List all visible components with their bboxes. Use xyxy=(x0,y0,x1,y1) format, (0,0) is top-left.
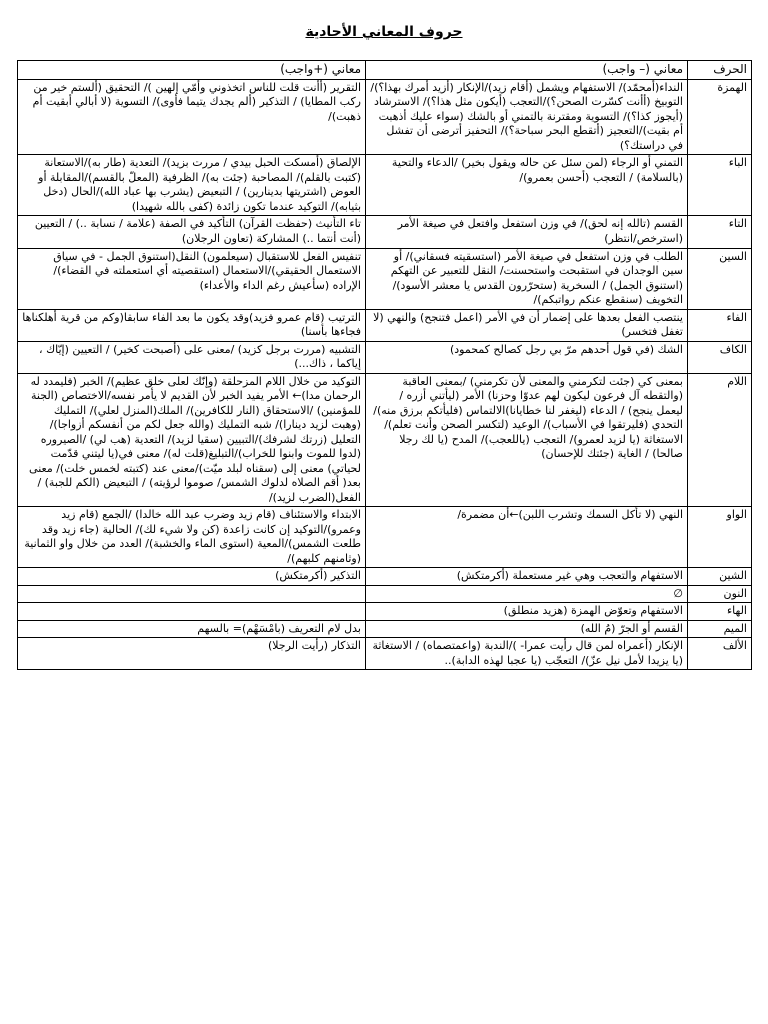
cell-required: تنفيس الفعل للاستقبال (سيعلمون) النقل(استنوق الجمل - في سياق الاستعمال الحقيقي)/الاستعمال (استقصيته أي استعملته في القضاء)/ الإراده (سأعيش رغم الداء والأعداء) xyxy=(18,248,366,309)
cell-required: الابتداء والاستئناف (قام زيد وضرب عبد الله خالدا) /الجمع (قام زيد وعمرو)/التوكيد إن كانت زاعدة (كن ولا شيء لك)/ الحالية (جاء زيد وقد طلعت الشمس)/المعية (استوى الماء والخشبة)/ العدد من خلال واو الثمانية (وثامنهم كلبهم)/ xyxy=(18,507,366,568)
cell-required: الإلصاق (أمسكت الحبل بيدي / مررت بزيد)/ التعدية (طار به)/الاستعانة (كتبت بالقلم)/ المصاحبة (جئت به)/ الظرفية (المعلّ بالقسم)/المقابلة أو العوض (اشتريتها بدينارين) / التبعيض (يشرب بها عباد الله)/الحال (دخل بثيابه)/ التوكيد عندما تكون زائدة (كفى بالله شهيدا) xyxy=(18,155,366,216)
cell-non-required: النداء(أمحمّد)/ الاستفهام ويشمل (أقام زيد)/الإنكار (أزيد أمرك بهذا؟)/التوبيخ (أأنت كسّرت الصحن؟)/التعجب (أيكون مثل هذا؟)/ الاسترشاد (أيجوز كذا؟)/ التسوية ومقترنة بالتمني أو بالشك (سواء عليك أذهبت أم بقيت)/التعجيز (أتقطع البحر سباحة؟)/ التحفيز أترضى أن تفشل في دراستك؟) xyxy=(366,79,688,155)
table-row xyxy=(18,216,752,248)
cell-required: الترتيب (قام عمرو فزيد)وقد يكون ما بعد الفاء سابقا(وكم من قرية أهلكناها فجاءها بأسنا) xyxy=(18,309,366,341)
cell-required: تاء التأنيث (حفظت القرآن) التأكيد في الصفة (علامة / نسابة ..) / التعيين (أنت أنتما ..) المشاركة (تعاون الرجلان) xyxy=(18,216,366,248)
cell-non-required: بمعنى كي (جئت لتكرمني والمعنى لأن تكرمني) /بمعنى العاقبة (والتقطه آل فرعون ليكون لهم عدوّا وحزنا) الأمر (ليأتني أزره / ليعمل ينجح) / الدعاء (ليغفر لنا خطايانا)الالتماس (فليأتكم برزق منه)/التحدي (فليرتقوا في الأسباب)/ الوعيد (لتكسر الصحن وأنت تعلم)/الاستغاثة (يا لزيد لعمرو)/ التعجب (ياللعجب)/ المدح (يا لك رجلا صالحا) / الغاية (جئتك للإحسان) xyxy=(366,373,688,507)
cell-non-required: ينتصب الفعل بعدها على إضمار أن في الأمر (اعمل فتنجح) والنهي (لا تغفل فتخسر) xyxy=(366,309,688,341)
page-title: حروف المعاني الأحادية xyxy=(305,24,463,40)
table-row xyxy=(18,507,752,568)
header-letter: الحرف xyxy=(688,61,752,80)
cell-non-required: القسم (تالله إنه لحق)/ في وزن استفعل وافتعل في صيغة الأمر (استرخص/انتظر) xyxy=(366,216,688,248)
cell-letter: السين xyxy=(688,248,752,309)
cell-non-required: التمني أو الرجاء (لمن سئل عن حاله ويقول بخير) /الدعاء والتحية (بالسلامة) / التعجب (أحسن بعمرو)/ xyxy=(366,155,688,216)
table-row xyxy=(18,155,752,216)
table-row xyxy=(18,341,752,373)
cell-non-required: الشك (في قول أحدهم مرّ بي رجل كصالح كمحمود) xyxy=(366,341,688,373)
table-row xyxy=(18,373,752,507)
cell-letter: اللام xyxy=(688,373,752,507)
cell-letter: الألف xyxy=(688,638,752,670)
cell-letter: الفاء xyxy=(688,309,752,341)
cell-required: التوكيد من خلال اللام المزحلقة (وإنّك لعلى خلق عظيم)/ الخبر (فليمدد له الرحمان مدا)← الأمر يفيد الخبر لأن القديم لا يأمر نفسه/الاختصاص (الجنة للمؤمنين) /الاستحقاق (النار للكافرين)/ الملك(المنزل لعلي)/ التمليك (وهبت لزيد دينارا)/ شبه التمليك (والله جعل لكم من أنفسكم أزواجا)/ التعليل (زرتك لشرفك)/التبيين (سقيا لزيد)/ التعدية (هب لي) /الصيروره (لدوا للموت وابنوا للخراب)/التبليغ(قلت له)/ معنى في(يا ليتني قدّمت لحياتي) معنى إلى (سقناه لبلد ميّت)/معنى عند (كتبته لخمس خلت)/ معنى بعد( أقم الصلاه لدلوك الشمس/ صوموا لرؤيته) / التبعيض (الكم للجبة) / الفعل(الضرب لزيد)/ xyxy=(18,373,366,507)
cell-non-required: القسم أو الجرّ (مُ الله) xyxy=(366,620,688,638)
table-row xyxy=(18,620,752,638)
cell-non-required: الإنكار (أعمراه لمن قال رأيت عمرا- )/الندبة (واعمتصماه) / الاستغاثة (يا يزيدا لأمل نيل عزّ)/ التعجّب (يا عجبا لهذه الدابة).. xyxy=(366,638,688,670)
cell-required: التذكير (أكرمتكش) xyxy=(18,568,366,586)
cell-non-required: الاستفهام والتعجب وهي غير مستعملة (أكرمتكش) xyxy=(366,568,688,586)
cell-required: بدل لام التعريف (بامْسَهْم)= بالسهم xyxy=(18,620,366,638)
cell-required xyxy=(18,585,366,603)
cell-letter: التاء xyxy=(688,216,752,248)
table-row xyxy=(18,248,752,309)
table-row xyxy=(18,79,752,155)
table-row xyxy=(18,638,752,670)
table-header-row xyxy=(18,61,752,80)
cell-non-required: ∅ xyxy=(366,585,688,603)
table-row xyxy=(18,309,752,341)
cell-letter: الواو xyxy=(688,507,752,568)
cell-letter: الشين xyxy=(688,568,752,586)
cell-letter: النون xyxy=(688,585,752,603)
header-required: معاني (+واجب) xyxy=(18,61,366,80)
cell-required: التقرير (أأنت قلت للناس اتخذوني وأمّي إلهين )/ التحقيق (ألستم خير من ركب المطايا) / التذكير (ألم يجدك يتيما فأوى)/ التسوية (لا أبالي أبقيت أم ذهبت)/ xyxy=(18,79,366,155)
particles-table xyxy=(17,60,752,670)
cell-letter: الميم xyxy=(688,620,752,638)
cell-required: التذكار (رأيت الرجلا) xyxy=(18,638,366,670)
cell-required: التشبيه (مررت برجل كزيد) /معنى على (أصبحت كخير) / التعيين (إيّاك ، إياكما ، ذاك...) xyxy=(18,341,366,373)
table-row xyxy=(18,585,752,603)
cell-letter: الهاء xyxy=(688,603,752,621)
cell-non-required: الطلب في وزن استفعل في صيغة الأمر (استسقيته فسقاني)/ أو سين الوجدان في استقبحت واستحسنت/ النقل للتعبير عن التهكم (استنوق الجمل) / السخرية (ستحرّرون القدس يا معشر الأسود)/ التخويف (سنقطع عنكم رواتبكم)/ xyxy=(366,248,688,309)
cell-non-required: النهي (لا تأكل السمك وتشرب اللبن)←أن مضمرة/ xyxy=(366,507,688,568)
cell-letter: الهمزة xyxy=(688,79,752,155)
cell-non-required: الاستفهام وتعوّض الهمزة (هزيد منطلق) xyxy=(366,603,688,621)
cell-required xyxy=(18,603,366,621)
header-non-required: معاني (– واجب) xyxy=(366,61,688,80)
cell-letter: الكاف xyxy=(688,341,752,373)
table-row xyxy=(18,603,752,621)
table-row xyxy=(18,568,752,586)
cell-letter: الباء xyxy=(688,155,752,216)
